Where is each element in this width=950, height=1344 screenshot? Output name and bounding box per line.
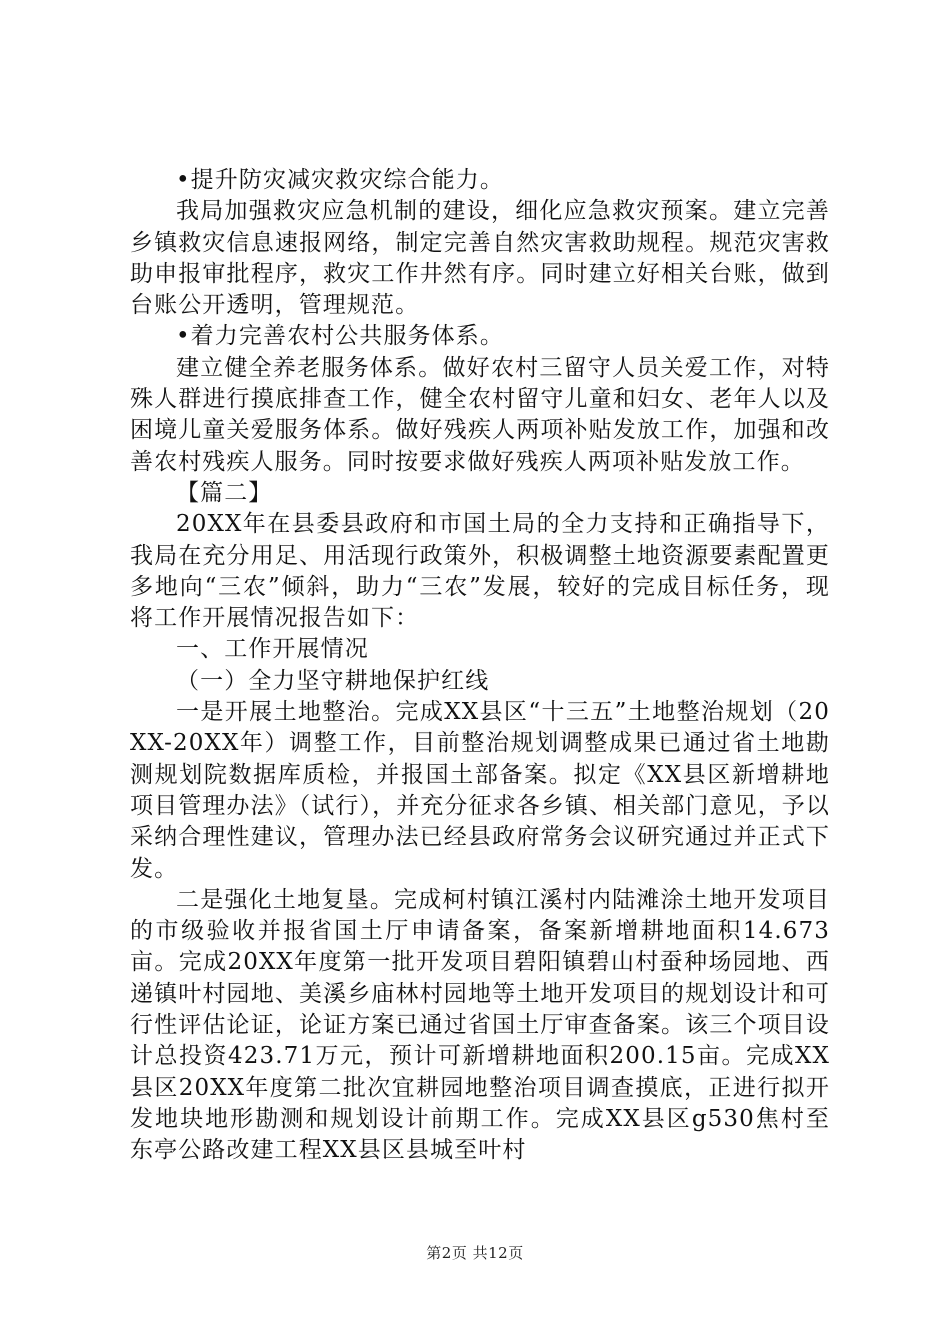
subheading-farmland-protection: （一）全力坚守耕地保护红线	[176, 667, 490, 694]
paragraph-introduction: 20XX年在县委县政府和市国土局的全力支持和正确指导下，我局在充分用足、用活现行政策外，积极调整土地资源要素配置更多地向“三农”倾斜，助力“三农”发展，较好的完成目标任务，现将工作开展情况报告如下：	[130, 511, 830, 632]
paragraph-elderly-care: 建立健全养老服务体系。做好农村三留守人员关爱工作，对特殊人群进行摸底排查工作，健全农村留守儿童和妇女、老年人以及困境儿童关爱服务体系。做好残疾人两项补贴发放工作，加强和改善农村残疾人服务。同时按要求做好残疾人两项补贴发放工作。	[130, 354, 830, 475]
paragraph-land-consolidation: 一是开展土地整治。完成XX县区“十三五”土地整治规划（20XX-20XX年）调整工作，目前整治规划调整成果已通过省土地勘测规划院数据库质检，并报国土部备案。拟定《XX县区新增耕地项目管理办法》（试行），并充分征求各乡镇、相关部门意见，予以采纳合理性建议，管理办法已经县政府常务会议研究通过并正式下发。	[130, 699, 830, 882]
heading-work-progress: 一、工作开展情况	[176, 636, 369, 663]
bullet-heading-disaster: •提升防灾减灾救灾综合能力。	[176, 167, 504, 193]
paragraph-land-reclamation: 二是强化土地复垦。完成柯村镇江溪村内陆滩涂土地开发项目的市级验收并报省国土厅申请备案，备案新增耕地面积14.673亩。完成20XX年度第一批开发项目碧阳镇碧山村蚕种场园地、西递镇叶村园地、美溪乡庙林村园地等土地开发项目的规划设计和可行性评估论证，论证方案已通过省国土厅审查备案。该三个项目设计总投资423.71万元，预计可新增耕地面积200.15亩。完成XX县区20XX年度第二批次宜耕园地整治项目调查摸底，正进行拟开发地块地形勘测和规划设计前期工作。完成XX县区g530焦村至东亭公路改建工程XX县区县城至叶村	[130, 886, 830, 1164]
document-body	[130, 165, 830, 1167]
bullet-heading-public-service: •着力完善农村公共服务体系。	[176, 323, 504, 350]
paragraph-disaster-relief: 我局加强救灾应急机制的建设，细化应急救灾预案。建立完善乡镇救灾信息速报网络，制定完善自然灾害救助规程。规范灾害救助申报审批程序，救灾工作井然有序。同时建立好相关台账，做到台账公开透明，管理规范。	[130, 198, 830, 319]
section-heading-part-two: 【篇二】	[176, 479, 273, 506]
page-footer: 第2页 共12页	[426, 1244, 524, 1262]
